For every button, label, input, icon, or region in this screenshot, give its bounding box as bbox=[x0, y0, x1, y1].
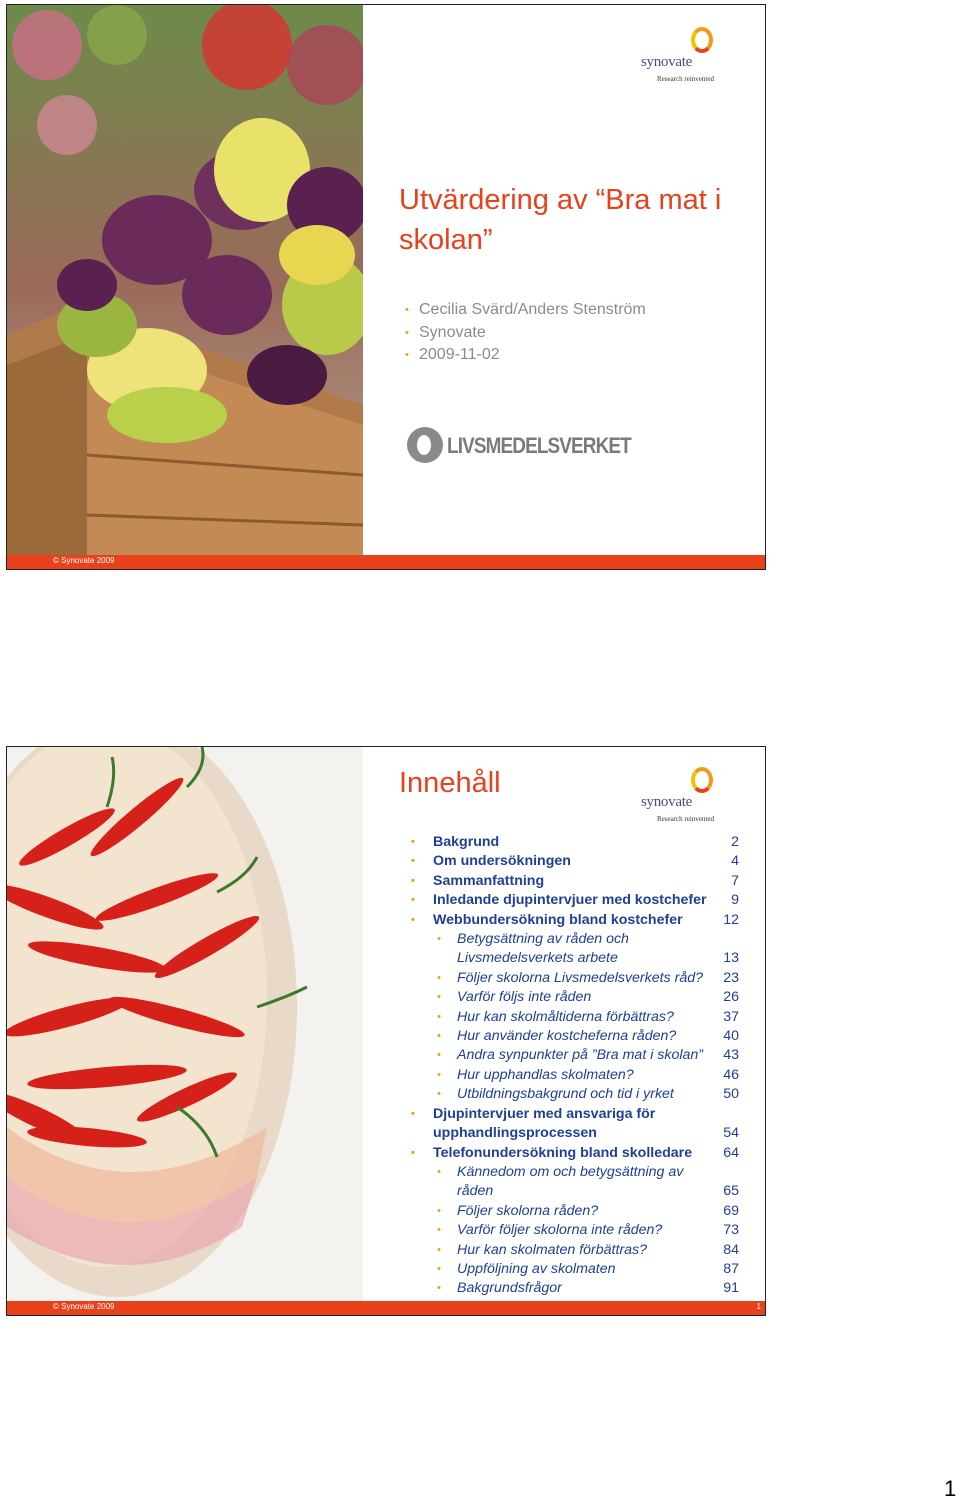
toc-item-page: 9 bbox=[731, 892, 739, 909]
toc-item-text: • Om undersökningen bbox=[433, 853, 571, 870]
chili-photo bbox=[7, 747, 363, 1303]
toc-item bbox=[411, 1027, 747, 1046]
copyright: © Synovate 2009 bbox=[53, 1302, 115, 1311]
toc-item bbox=[411, 833, 747, 852]
toc-item bbox=[411, 1105, 747, 1144]
toc-item-page: 23 bbox=[723, 969, 739, 986]
toc-item-text: • Sammanfattning bbox=[433, 872, 545, 889]
toc-item bbox=[411, 1279, 747, 1298]
author-list bbox=[405, 299, 646, 367]
contents-slide bbox=[6, 746, 766, 1316]
toc-item-text: • Utbildningsbakgrund och tid i yrket bbox=[457, 1086, 674, 1103]
table-of-contents bbox=[411, 833, 747, 1299]
toc-item bbox=[411, 1202, 747, 1221]
title-slide bbox=[6, 4, 766, 570]
toc-item bbox=[411, 1008, 747, 1027]
slide-number: 1 bbox=[756, 1302, 761, 1311]
toc-item bbox=[411, 930, 747, 969]
toc-item-text: • Följer skolorna Livsmedelsverkets råd? bbox=[457, 969, 704, 986]
toc-item-page: 65 bbox=[723, 1183, 739, 1200]
toc-item bbox=[411, 911, 747, 930]
author-line: • Cecilia Svärd/Anders Stenström bbox=[405, 299, 646, 322]
toc-item bbox=[411, 1144, 747, 1163]
toc-item-page: 54 bbox=[723, 1125, 739, 1142]
toc-item bbox=[411, 872, 747, 891]
toc-item-page: 87 bbox=[723, 1260, 739, 1277]
peppers-photo bbox=[7, 5, 363, 558]
toc-item-page: 91 bbox=[723, 1280, 739, 1297]
toc-item-page: 84 bbox=[723, 1241, 739, 1258]
toc-item-text: • Telefonundersökning bland skolledare bbox=[433, 1144, 693, 1161]
toc-item-text: • Hur kan skolmåltiderna förbättras? bbox=[457, 1008, 674, 1025]
toc-item-text: • Hur kan skolmaten förbättras? bbox=[457, 1241, 648, 1258]
toc-item-text: • Hur upphandlas skolmaten? bbox=[457, 1066, 634, 1083]
toc-item-page: 73 bbox=[723, 1222, 739, 1239]
toc-item-page: 46 bbox=[723, 1066, 739, 1083]
toc-item-page: 69 bbox=[723, 1202, 739, 1219]
toc-item-text: • Uppföljning av skolmaten bbox=[457, 1260, 616, 1277]
toc-item-page: 2 bbox=[731, 834, 739, 850]
toc-item-page: 12 bbox=[723, 911, 739, 928]
toc-item-text: • Djupintervjuer med ansvariga för upphandlingsprocessen bbox=[433, 1105, 656, 1142]
toc-item bbox=[411, 1221, 747, 1240]
toc-item-page: 37 bbox=[723, 1008, 739, 1025]
toc-item-text: • Varför följer skolorna inte råden? bbox=[457, 1222, 663, 1239]
synovate-logo: synovate Research reinvented bbox=[641, 767, 731, 829]
toc-item-page: 13 bbox=[723, 950, 739, 967]
toc-item-page: 4 bbox=[731, 853, 739, 870]
toc-item-text: • Andra synpunkter på ”Bra mat i skolan” bbox=[457, 1047, 704, 1064]
synovate-logo: synovate Research reinvented bbox=[641, 27, 731, 89]
company-line: • Synovate bbox=[405, 322, 646, 345]
toc-item bbox=[411, 1085, 747, 1104]
toc-item-page: 43 bbox=[723, 1047, 739, 1064]
synovate-ring-icon bbox=[691, 767, 713, 793]
toc-item-page: 64 bbox=[723, 1144, 739, 1161]
toc-item bbox=[411, 891, 747, 910]
toc-item bbox=[411, 1241, 747, 1260]
livsmedelsverket-logo: LIVSMEDELSVERKET bbox=[407, 425, 607, 467]
date-line: • 2009-11-02 bbox=[405, 344, 646, 367]
slide-footer bbox=[7, 1301, 765, 1315]
slide-title: Innehåll bbox=[399, 767, 501, 799]
slide-footer bbox=[7, 555, 765, 569]
toc-item bbox=[411, 852, 747, 871]
slide-title: Utvärdering av “Bra mat i skolan” bbox=[399, 184, 722, 256]
toc-item-text: • Hur använder kostcheferna råden? bbox=[457, 1028, 677, 1045]
toc-item-page: 40 bbox=[723, 1028, 739, 1045]
toc-item-page: 26 bbox=[723, 989, 739, 1006]
synovate-ring-icon bbox=[691, 27, 713, 53]
toc-item-text: • Bakgrundsfrågor bbox=[457, 1280, 562, 1297]
toc-item-text: • Bakgrund bbox=[433, 834, 500, 850]
toc-item-page: 50 bbox=[723, 1086, 739, 1103]
toc-item bbox=[411, 1260, 747, 1279]
toc-item-text: • Följer skolorna råden? bbox=[457, 1202, 599, 1219]
toc-item bbox=[411, 1163, 747, 1202]
toc-item-text: • Inledande djupintervjuer med kostchefer bbox=[433, 892, 707, 909]
toc-item-text: • Varför följs inte råden bbox=[457, 989, 592, 1006]
livsmedelsverket-emblem-icon bbox=[407, 427, 443, 463]
toc-item-text: • Webbundersökning bland kostchefer bbox=[433, 911, 683, 928]
toc-item-page: 7 bbox=[731, 872, 739, 889]
toc-item-text: • Betygsättning av råden och Livsmedelsverkets arbete bbox=[457, 931, 629, 967]
toc-item-text: • Kännedom om och betygsättning av råden bbox=[457, 1163, 684, 1200]
toc-item bbox=[411, 969, 747, 988]
toc-item bbox=[411, 1066, 747, 1085]
copyright: © Synovate 2009 bbox=[53, 556, 115, 565]
toc-item bbox=[411, 988, 747, 1007]
document-page-number: 1 bbox=[944, 1476, 957, 1501]
toc-item bbox=[411, 1046, 747, 1065]
